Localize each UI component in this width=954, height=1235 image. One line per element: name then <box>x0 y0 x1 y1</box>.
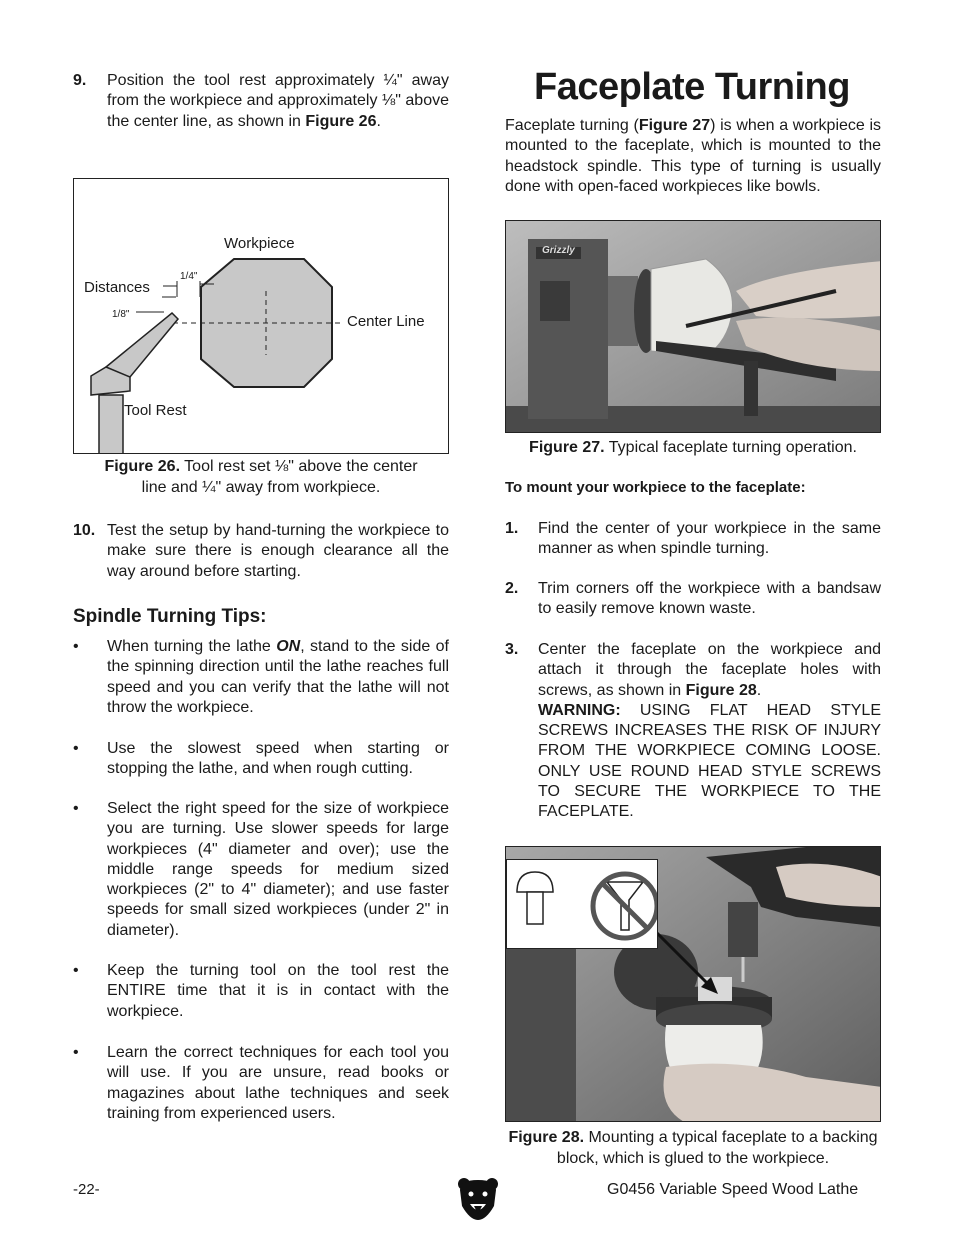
label-center-line: Center Line <box>347 313 425 330</box>
model-name: G0456 Variable Speed Wood Lathe <box>607 1181 859 1198</box>
figure-reference: Figure 26 <box>305 112 377 130</box>
label-workpiece: Workpiece <box>224 235 295 252</box>
page-number: -22- <box>73 1181 100 1198</box>
figure-26-caption: Figure 26. Tool rest set ⅛" above the center line and ¼" away from workpiece. <box>104 458 418 496</box>
figure-26-diagram <box>73 178 449 454</box>
bullet-icon: • <box>73 962 79 979</box>
figure-27-photo <box>505 220 881 433</box>
spindle-tips-heading: Spindle Turning Tips: <box>73 606 267 627</box>
bullet-icon: • <box>73 1044 79 1061</box>
label-eighth-inch: 1/8" <box>112 309 130 320</box>
label-tool-rest: Tool Rest <box>124 402 187 419</box>
brand-plate: Grizzly <box>542 245 575 256</box>
step-text: Test the setup by hand-turning the workpiece to make sure there is enough clearance all the way around before starting. <box>107 522 449 580</box>
bullet-icon: • <box>73 740 79 757</box>
figure-27-caption: Figure 27. Typical faceplate turning operation. <box>529 439 857 456</box>
grizzly-bear-logo-icon <box>456 1176 500 1222</box>
step-text: Position the tool rest approximately ¼" away from the workpiece and approximately ⅛" above the center line, as shown in Figure 26. <box>107 72 449 130</box>
page-title: Faceplate Turning <box>534 66 850 108</box>
step-number: 9. <box>73 72 87 89</box>
intro-paragraph: Faceplate turning (Figure 27) is when a workpiece is mounted to the faceplate, which is mounted to the headstock spindle. This type of turning is usually done with open-faced workpieces like bowls. <box>505 117 882 195</box>
figure-28-photo <box>505 846 881 1122</box>
warning-label: WARNING: <box>538 701 621 719</box>
label-distances: Distances <box>84 279 150 296</box>
round-head-screw-icon <box>517 872 553 892</box>
warning-text: USING FLAT HEAD STYLE SCREWS INCREASES THE RISK OF INJURY FROM THE WORKPIECE COMING LOOSE. ONLY USE ROUND HEAD STYLE SCREWS TO SECURE THE WORKPIECE TO THE FACEPLATE. <box>538 701 881 821</box>
mount-heading: To mount your workpiece to the faceplate: <box>505 479 806 496</box>
bullet-icon: • <box>73 800 79 817</box>
tool-rest-post <box>99 395 123 454</box>
bullet-icon: • <box>73 638 79 655</box>
figure-28-caption: Figure 28. Mounting a typical faceplate to a backing block, which is glued to the workpiece. <box>508 1129 878 1167</box>
label-quarter-inch: 1/4" <box>180 271 198 282</box>
screw-inset <box>506 859 658 949</box>
tool-rest-bar <box>106 313 178 377</box>
step-number: 10. <box>73 522 96 539</box>
